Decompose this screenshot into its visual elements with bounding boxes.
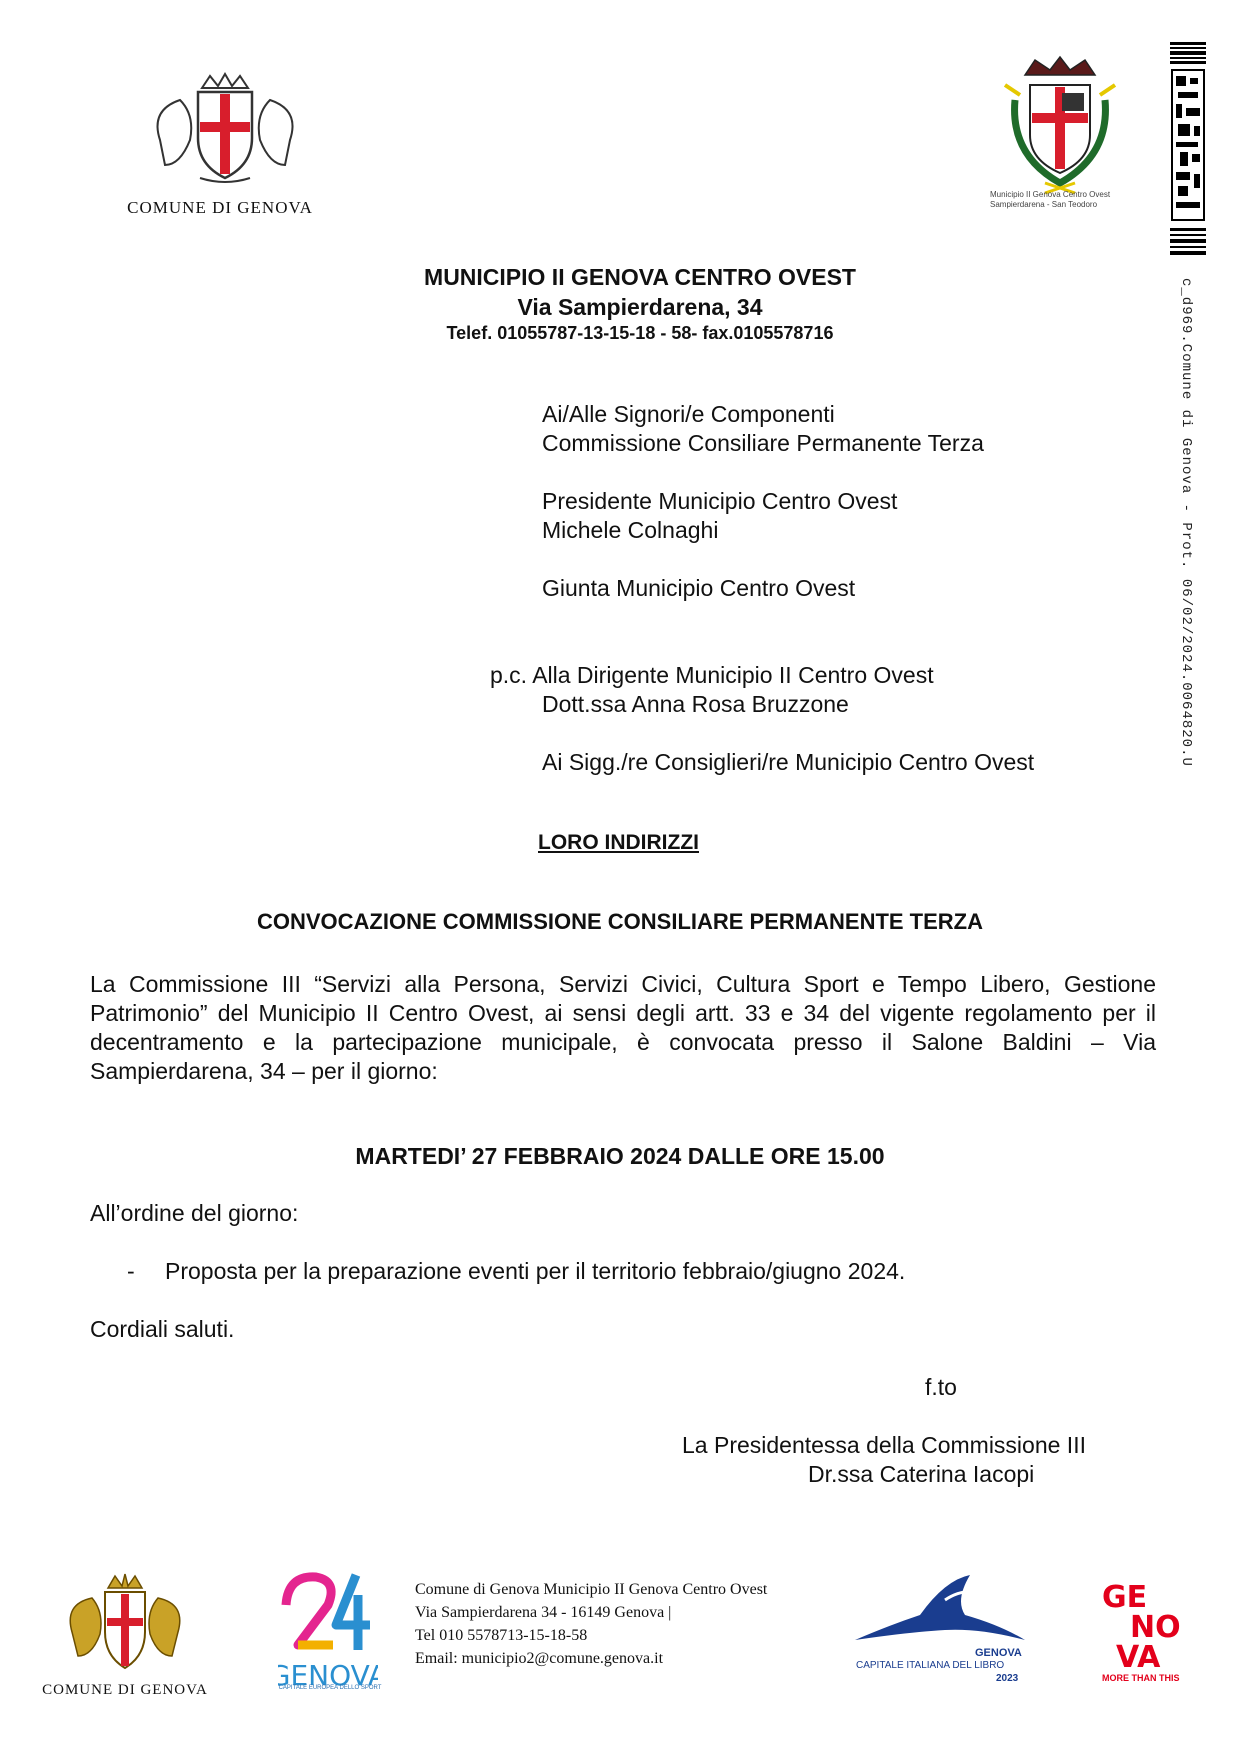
capitale-libro-logo bbox=[850, 1570, 1030, 1650]
signer-role: La Presidentessa della Commissione III bbox=[682, 1432, 1086, 1458]
comune-di-genova-footer-logo bbox=[60, 1572, 190, 1682]
signer-name: Dr.ssa Caterina Iacopi bbox=[808, 1461, 1035, 1487]
municipio-address: Via Sampierdarena, 34 bbox=[517, 294, 763, 320]
municipio-caption-line2: Sampierdarena - San Teodoro bbox=[990, 200, 1098, 209]
svg-text:VA: VA bbox=[1116, 1640, 1161, 1675]
recipient-line: Michele Colnaghi bbox=[542, 517, 719, 543]
municipio-ii-crest-logo bbox=[1000, 55, 1120, 195]
genova-24-sport-logo bbox=[278, 1565, 378, 1695]
genova-more-than-this-logo bbox=[1100, 1575, 1190, 1675]
convocation-title: CONVOCAZIONE COMMISSIONE CONSILIARE PERMANENTE TERZA bbox=[256, 909, 984, 934]
municipio-phone: Telef. 01055787-13-15-18 - 58- fax.0105578716 bbox=[446, 323, 834, 343]
meeting-date: MARTEDI’ 27 FEBBRAIO 2024 DALLE ORE 15.00 bbox=[355, 1143, 885, 1169]
agenda-bullet: - bbox=[127, 1258, 135, 1284]
recipient-line: Commissione Consiliare Permanente Terza bbox=[542, 430, 984, 456]
cc-recipient-line: Dott.ssa Anna Rosa Bruzzone bbox=[542, 691, 849, 717]
svg-text:GE: GE bbox=[1102, 1580, 1148, 1615]
agenda-item: Proposta per la preparazione eventi per il territorio febbraio/giugno 2024. bbox=[165, 1258, 906, 1284]
barcode-icon bbox=[1170, 42, 1206, 257]
comune-di-genova-crest-logo bbox=[140, 70, 310, 190]
more-than-this-caption: MORE THAN THIS bbox=[1102, 1673, 1180, 1683]
footer-contact-block bbox=[415, 1578, 767, 1670]
footer-email[interactable]: Email: municipio2@comune.genova.it bbox=[415, 1650, 664, 1667]
comune-di-genova-caption: COMUNE DI GENOVA bbox=[127, 198, 313, 217]
recipient-line: Giunta Municipio Centro Ovest bbox=[542, 575, 856, 601]
loro-indirizzi-heading: LORO INDIRIZZI bbox=[538, 831, 699, 854]
footer-contact-line: Tel 010 5578713-15-18-58 bbox=[415, 1627, 588, 1644]
svg-text:GENOVA: GENOVA bbox=[278, 1659, 378, 1692]
capitale-libro-text: CAPITALE ITALIANA DEL LIBRO bbox=[856, 1660, 1005, 1671]
municipio-title: MUNICIPIO II GENOVA CENTRO OVEST bbox=[424, 264, 856, 290]
comune-di-genova-footer-caption: COMUNE DI GENOVA bbox=[42, 1682, 208, 1698]
recipient-line: Presidente Municipio Centro Ovest bbox=[542, 488, 898, 514]
municipio-ii-caption bbox=[990, 190, 1145, 210]
convocation-paragraph: La Commissione III “Servizi alla Persona, Servizi Civici, Cultura Sport e Tempo Libero, Gestione Patrimonio” del Municipio II Centro Ovest, ai sensi degli artt. 33 e 34 del vigente regolamento per il decentramento e la partecipazione municipale, è convocata presso il Salone Baldini – Via Sampierdarena, 34 – per il giorno: bbox=[90, 971, 1156, 1084]
footer-contact-line: Via Sampierdarena 34 - 16149 Genova | bbox=[415, 1604, 672, 1621]
fto-label: f.to bbox=[925, 1374, 957, 1400]
svg-text:NO: NO bbox=[1130, 1610, 1181, 1645]
recipient-line: Ai Sigg./re Consiglieri/re Municipio Centro Ovest bbox=[542, 749, 1035, 775]
agenda-heading: All’ordine del giorno: bbox=[90, 1200, 299, 1226]
cc-recipient-line: p.c. Alla Dirigente Municipio II Centro Ovest bbox=[490, 662, 934, 688]
genova-24-caption: CAPITALE EUROPEA DELLO SPORT bbox=[278, 1685, 382, 1691]
closing-greeting: Cordiali saluti. bbox=[90, 1316, 235, 1342]
capitale-libro-genova: GENOVA bbox=[975, 1647, 1022, 1659]
footer-contact-line: Comune di Genova Municipio II Genova Centro Ovest bbox=[415, 1581, 768, 1598]
recipient-line: Ai/Alle Signori/e Componenti bbox=[542, 401, 835, 427]
municipio-caption-line1: Municipio II Genova Centro Ovest bbox=[990, 190, 1111, 199]
protocol-stamp: c_d969.Comune di Genova - Prot. 06/02/2024.0064820.U bbox=[1178, 278, 1194, 767]
capitale-libro-year: 2023 bbox=[996, 1673, 1019, 1684]
